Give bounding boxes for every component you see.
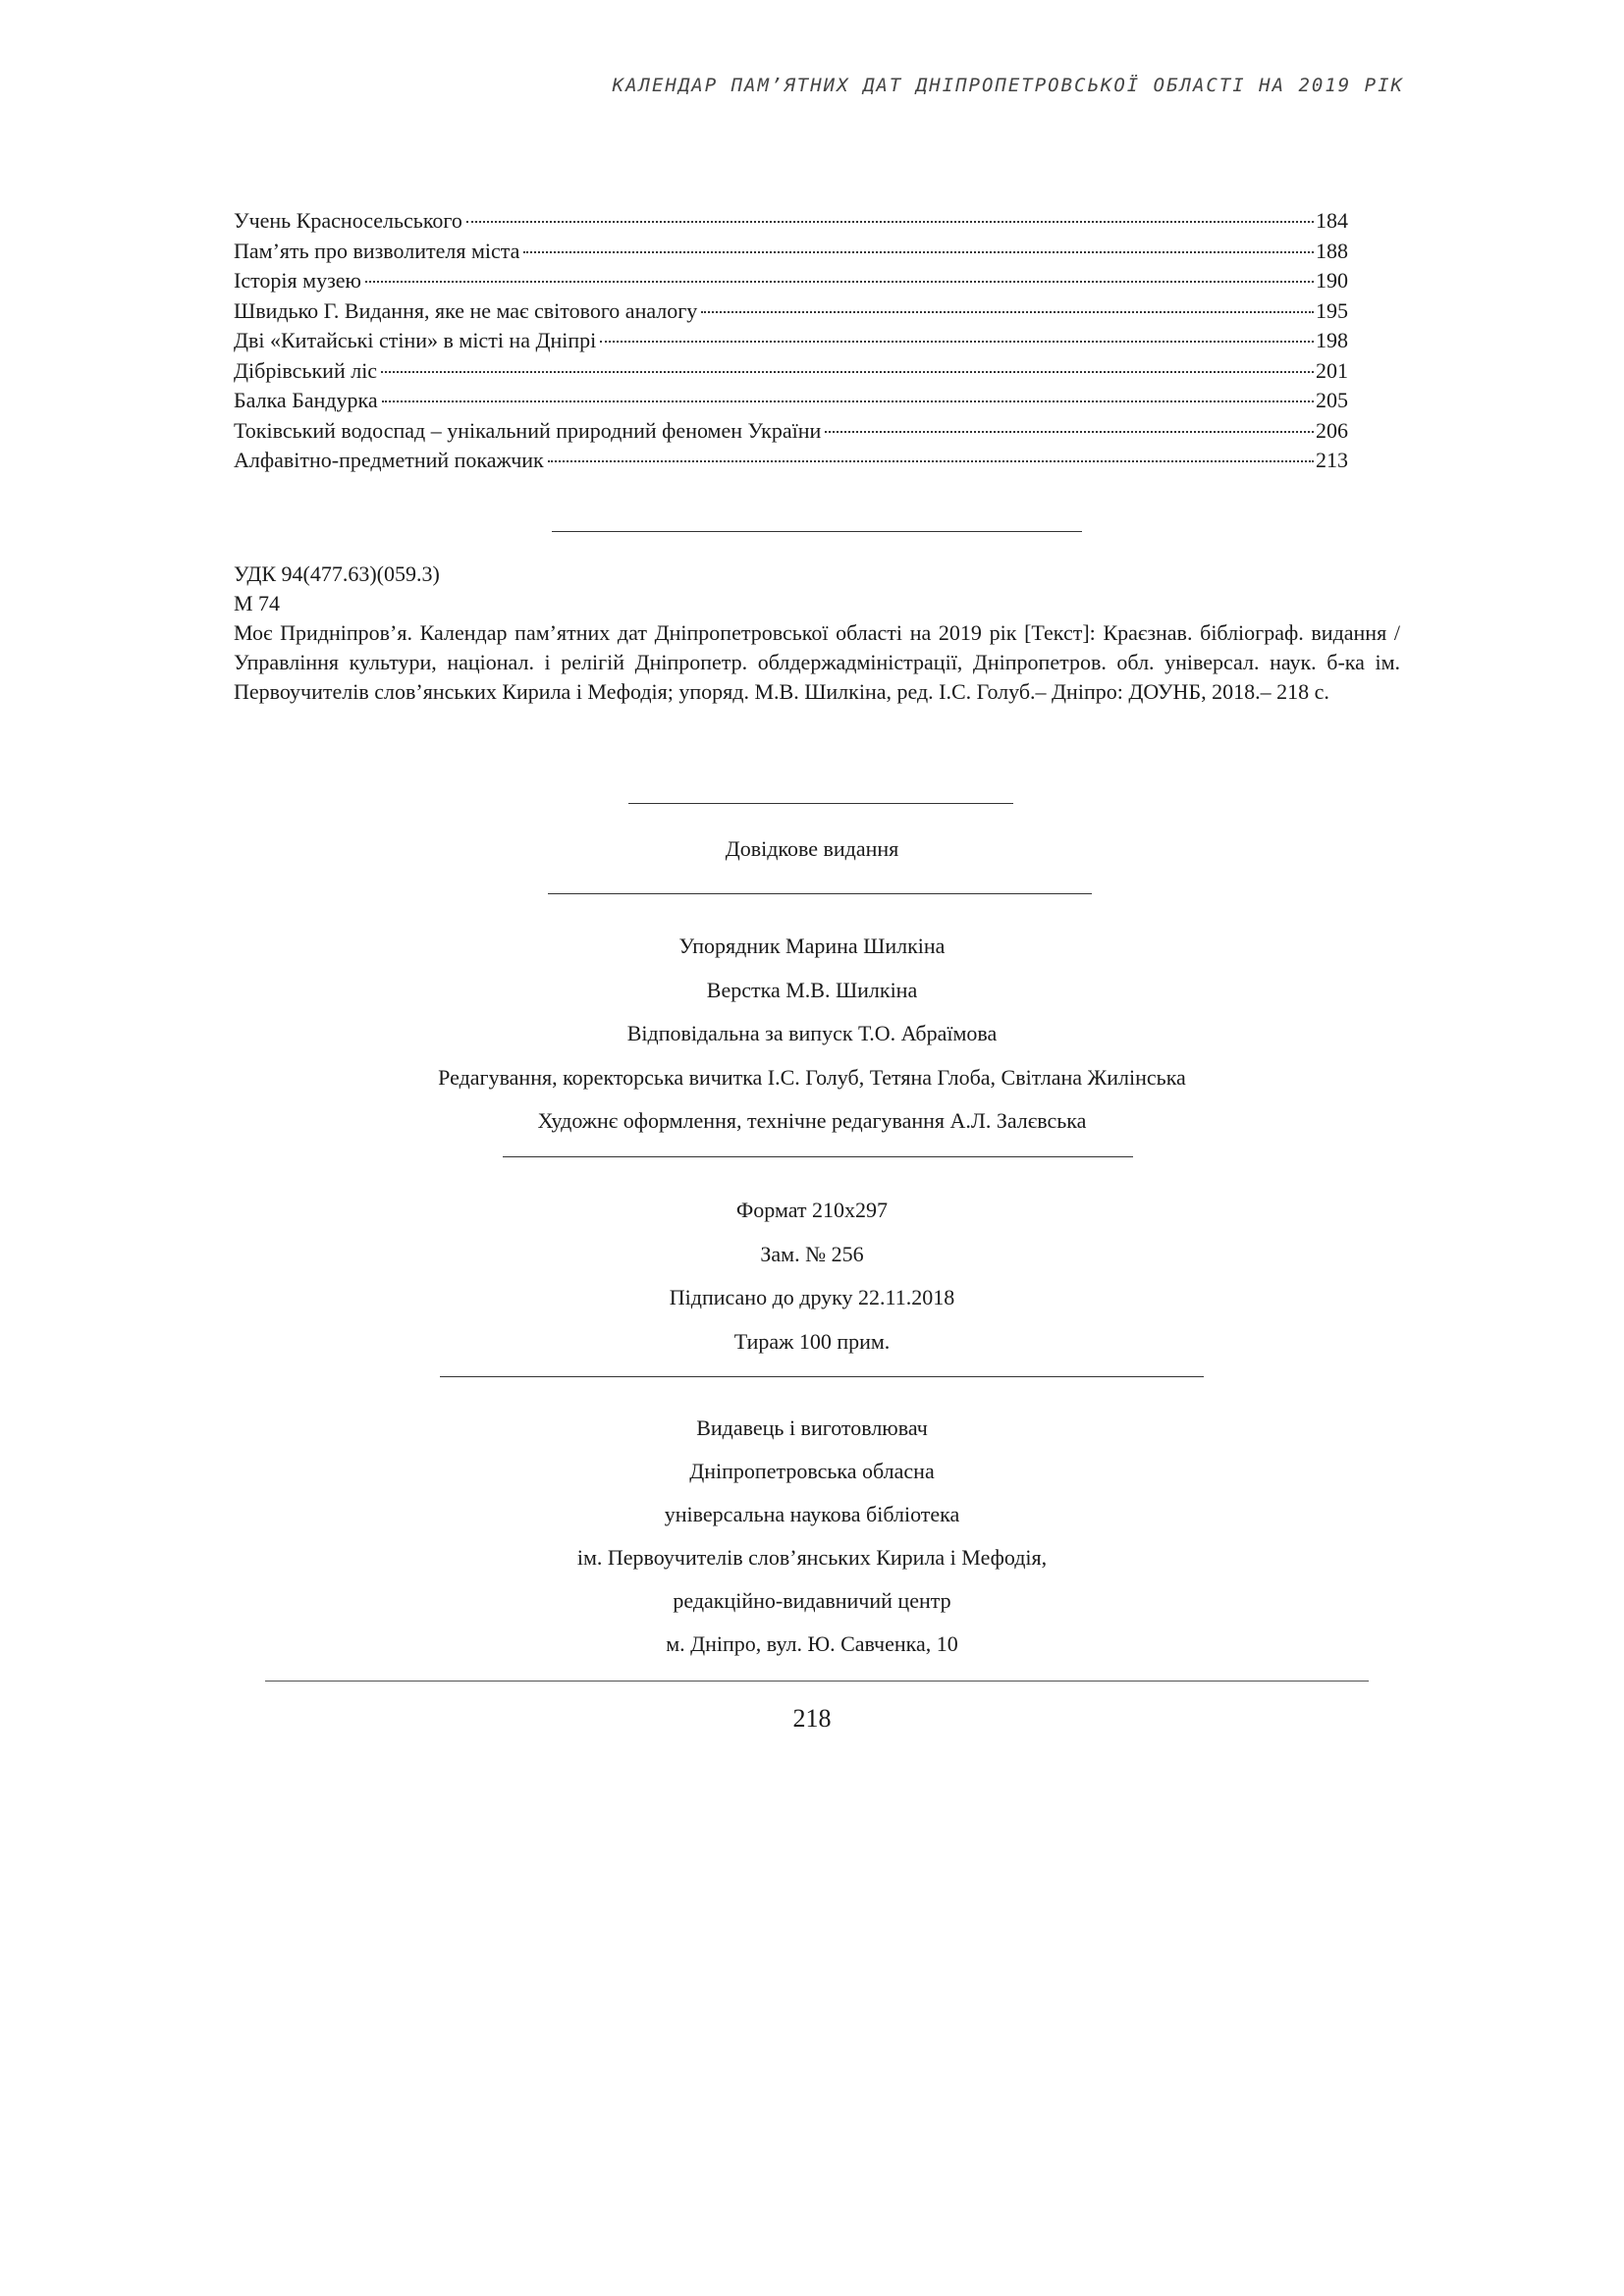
toc-entry xyxy=(234,206,1361,237)
udk-code: УДК 94(477.63)(059.3) xyxy=(234,561,440,586)
credits-block xyxy=(0,925,1624,1144)
toc-entry-page: 198 xyxy=(1316,328,1348,352)
author-sign: М 74 xyxy=(234,591,281,615)
publisher-line: редакційно-видавничий центр xyxy=(673,1588,951,1613)
toc-entry-title: Пам’ять про визволителя міста xyxy=(234,238,520,263)
bibliographic-record xyxy=(234,560,1400,707)
toc-entry-title: Історія музею xyxy=(234,268,361,293)
toc-entry xyxy=(234,416,1361,447)
publisher-line: Видавець і виготовлювач xyxy=(696,1415,928,1440)
toc-leader-dots xyxy=(600,340,1314,343)
publisher-line: ім. Первоучителів слов’янських Кирила і Мефодія, xyxy=(576,1545,1048,1570)
toc-entry-title: Токівський водоспад – унікальний природний феномен України xyxy=(234,417,822,443)
credit-line: Художнє оформлення, технічне редагування А.Л. Залєвська xyxy=(537,1108,1087,1133)
separator-rule xyxy=(503,1156,1133,1157)
separator-rule xyxy=(628,803,1013,804)
toc-entry-title: Дві «Китайські стіни» в місті на Дніпрі xyxy=(234,328,597,352)
edition-type: Довідкове видання xyxy=(725,836,899,861)
toc-entry xyxy=(234,237,1361,267)
toc-entry xyxy=(234,386,1361,416)
bibliographic-description: Моє Придніпров’я. Календар пам’ятних дат Дніпропетровської області на 2019 рік [Текст]: Краєзнав. бібліограф. видання / Управління культури, націонал. і релігій Дніпропетр. облдержадміністрації, Дніпропетров. обл. універсал. наук. б-ка ім. Первоучителів слов’янських Кирила і Мефодія; упоряд. М.В. Шилкіна, ред. І.С. Голуб.– Дніпро: ДОУНБ, 2018.– 218 с. xyxy=(234,620,1400,704)
toc-entry-page: 188 xyxy=(1316,238,1348,263)
toc-entry xyxy=(234,296,1361,327)
toc-leader-dots xyxy=(466,220,1314,223)
separator-rule xyxy=(552,531,1082,532)
toc-leader-dots xyxy=(825,430,1314,433)
toc-leader-dots xyxy=(523,250,1314,253)
toc-entry-page: 190 xyxy=(1316,268,1348,293)
print-info-block xyxy=(0,1189,1624,1363)
toc-entry-title: Дібрівський ліс xyxy=(234,357,378,383)
separator-rule xyxy=(548,893,1092,894)
toc-entry-page: 201 xyxy=(1316,357,1348,383)
toc-leader-dots xyxy=(365,280,1314,283)
print-info-line: Підписано до друку 22.11.2018 xyxy=(669,1285,955,1309)
toc-entry-page: 206 xyxy=(1316,417,1348,443)
toc-entry-title: Учень Красносельського xyxy=(234,208,462,233)
credit-line: Верстка М.В. Шилкіна xyxy=(706,977,918,1002)
print-info-line: Зам. № 256 xyxy=(760,1241,864,1266)
publisher-line: Дніпропетровська обласна xyxy=(689,1459,935,1483)
toc-leader-dots xyxy=(548,459,1314,462)
toc-entry xyxy=(234,326,1361,356)
running-header: КАЛЕНДАР ПАМ’ЯТНИХ ДАТ ДНІПРОПЕТРОВСЬКОЇ ОБЛАСТІ НА 2019 РІК xyxy=(612,75,1404,96)
toc-leader-dots xyxy=(701,310,1314,313)
toc-entry-title: Балка Бандурка xyxy=(234,388,378,412)
toc-entry xyxy=(234,266,1361,296)
page-number: 218 xyxy=(792,1704,832,1733)
separator-rule xyxy=(440,1376,1204,1377)
table-of-contents xyxy=(234,206,1361,476)
credit-line: Редагування, коректорська вичитка І.С. Голуб, Тетяна Глоба, Світлана Жилінська xyxy=(438,1064,1186,1090)
toc-leader-dots xyxy=(382,400,1314,402)
toc-entry-title: Швидько Г. Видання, яке не має світового аналогу xyxy=(234,297,698,323)
publisher-line: м. Дніпро, вул. Ю. Савченка, 10 xyxy=(666,1631,958,1656)
toc-entry-page: 213 xyxy=(1316,448,1348,472)
print-info-line: Тираж 100 прим. xyxy=(733,1328,891,1354)
print-info-line: Формат 210х297 xyxy=(735,1198,889,1222)
toc-leader-dots xyxy=(381,370,1314,373)
credit-line: Упорядник Марина Шилкіна xyxy=(678,934,946,958)
toc-entry-title: Алфавітно-предметний покажчик xyxy=(234,448,544,472)
toc-entry xyxy=(234,356,1361,387)
toc-entry-page: 205 xyxy=(1316,388,1348,412)
publisher-block xyxy=(0,1407,1624,1666)
toc-entry-page: 184 xyxy=(1316,208,1348,233)
publisher-line: універсальна наукова бібліотека xyxy=(664,1502,960,1526)
toc-entry xyxy=(234,446,1361,476)
credit-line: Відповідальна за випуск Т.О. Абраїмова xyxy=(626,1021,998,1045)
toc-entry-page: 195 xyxy=(1316,297,1348,323)
footer-rule xyxy=(265,1681,1369,1682)
